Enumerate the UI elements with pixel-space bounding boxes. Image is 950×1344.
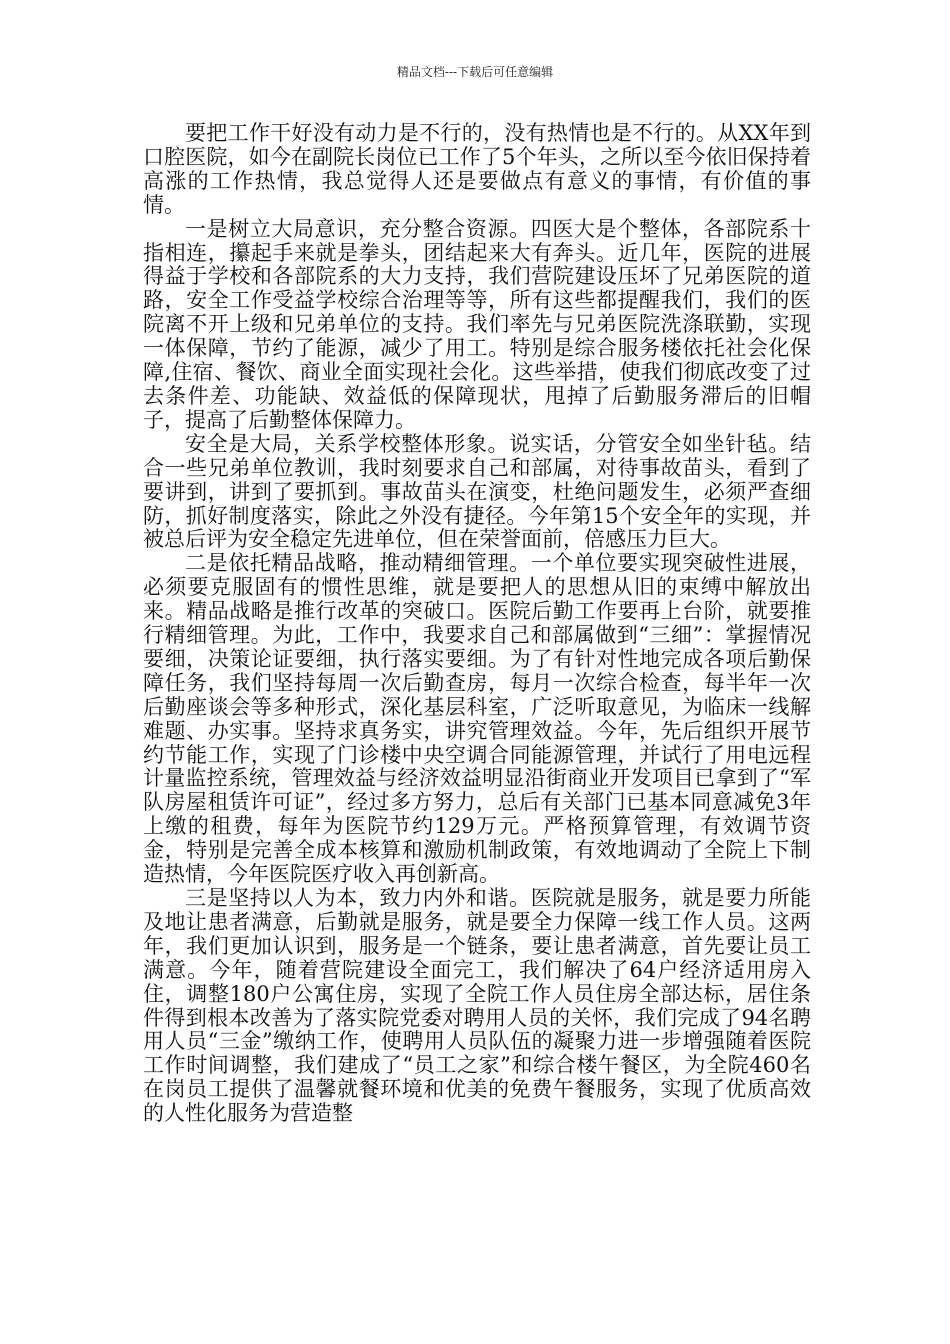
paragraph-overall-awareness: 一是树立大局意识，充分整合资源。四医大是个整体，各部院系十指相连，攥起手来就是拳头，团结起来大有奔头。近几年，医院的进展得益于学校和各部院系的大力支持，我们营院建设压坏了兄弟医院的道路，安全工作受益学校综合治理等等，所有这些都提醒我们，我们的医院离不开上级和兄弟单位的支持。我们率先与兄弟医院洗涤联勤，实现一体保障，节约了能源，减少了用工。特别是综合服务楼依托社会化保障,住宿、餐饮、商业全面实现社会化。这些举措，使我们彻底改变了过去条件差、功能缺、效益低的保障现状，甩掉了后勤服务滞后的旧帽子，提高了后勤整体保障力。: [143, 216, 811, 432]
document-body: [143, 122, 811, 1126]
page-header: 精品文档---下载后可任意编辑: [396, 65, 554, 79]
paragraph-safety: 安全是大局，关系学校整体形象。说实话，分管安全如坐针毡。结合一些兄弟单位教训，我时刻要求自己和部属，对待事故苗头，看到了要讲到，讲到了要抓到。事故苗头在演变，杜绝问题发生，必须严查细防，抓好制度落实，除此之外没有捷径。今年第15个安全年的实现，并被总后评为安全稳定先进单位，但在荣誉面前，倍感压力巨大。: [143, 431, 811, 552]
paragraph-people-oriented: 三是坚持以人为本，致力内外和谐。医院就是服务，就是要力所能及地让患者满意，后勤就是服务，就是要全力保障一线工作人员。这两年，我们更加认识到，服务是一个链条，要让患者满意，首先要让员工满意。今年，随着营院建设全面完工，我们解决了64户经济适用房入住，调整180户公寓住房，实现了全院工作人员住房全部达标，居住条件得到根本改善为了落实院党委对聘用人员的关怀，我们完成了94名聘用人员“三金”缴纳工作，使聘用人员队伍的凝聚力进一步增强随着医院工作时间调整，我们建成了“员工之家”和综合楼午餐区，为全院460名在岗员工提供了温馨就餐环境和优美的免费午餐服务，实现了优质高效的人性化服务为营造整: [143, 886, 811, 1126]
paragraph-intro: 要把工作干好没有动力是不行的，没有热情也是不行的。从XX年到口腔医院，如今在副院长岗位已工作了5个年头，之所以至今依旧保持着高涨的工作热情，我总觉得人还是要做点有意义的事情，有价值的事情。: [143, 121, 811, 217]
paragraph-fine-management: 二是依托精品战略，推动精细管理。一个单位要实现突破性进展，必须要克服固有的惯性思维，就是要把人的思想从旧的束缚中解放出来。精品战略是推行改革的突破口。医院后勤工作要再上台阶，就要推行精细管理。为此，工作中，我要求自己和部属做到“三细”：掌握情况要细，决策论证要细，执行落实要细。为了有针对性地完成各项后勤保障任务，我们坚持每周一次后勤查房，每月一次综合检查，每半年一次后勤座谈会等多种形式，深化基层科室，广泛听取意见，为临床一线解难题、办实事。坚持求真务实，讲究管理效益。今年，先后组织开展节约节能工作，实现了门诊楼中央空调合同能源管理，并试行了用电远程计量监控系统，管理效益与经济效益明显沿街商业开发项目已拿到了“军队房屋租赁许可证”，经过多方努力，总后有关部门已基本同意减免3年上缴的租费，每年为医院节约129万元。严格预算管理，有效调节资金，特别是完善全成本核算和激励机制政策，有效地调动了全院上下制造热情，今年医院医疗收入再创新高。: [143, 551, 811, 887]
